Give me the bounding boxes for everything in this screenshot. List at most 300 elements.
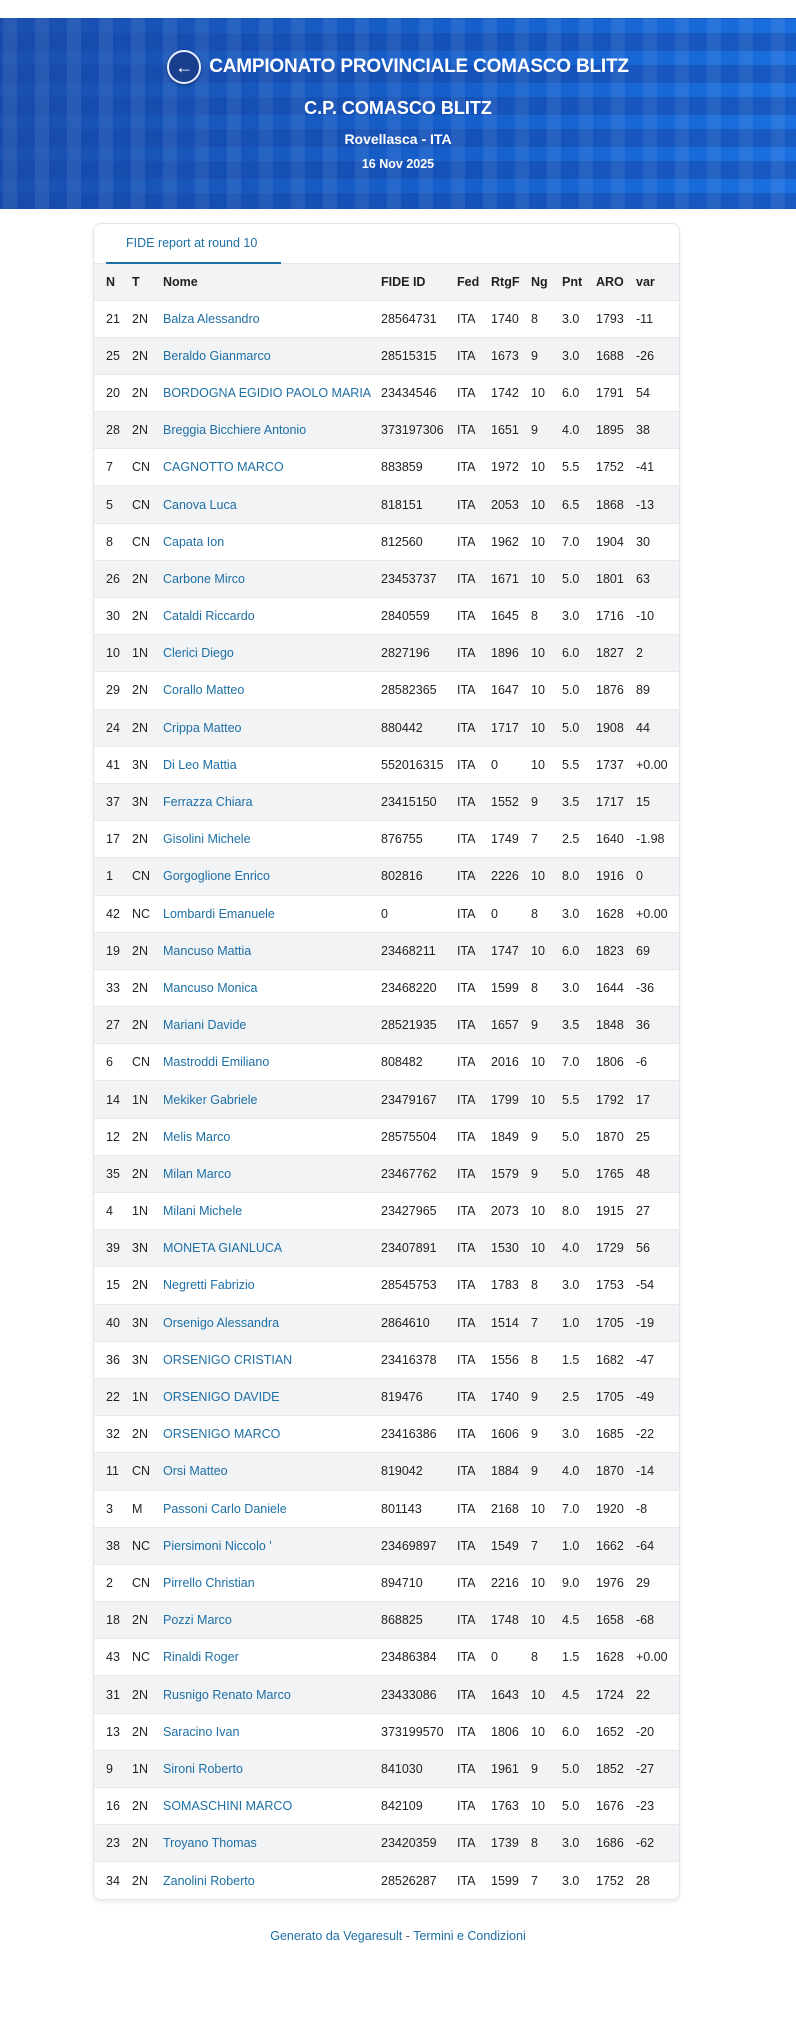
cell-t: 2N: [132, 1602, 163, 1639]
cell-fide-id: 23434546: [381, 374, 457, 411]
player-name-link[interactable]: Di Leo Mattia: [163, 757, 237, 772]
cell-fide-id: 23469897: [381, 1527, 457, 1564]
cell-t: CN: [132, 858, 163, 895]
player-name-link[interactable]: MONETA GIANLUCA: [163, 1241, 283, 1256]
cell-fed: ITA: [457, 1304, 491, 1341]
cell-ng: 10: [531, 1676, 562, 1713]
cell-n: 27: [94, 1007, 132, 1044]
cell-pnt: 4.0: [562, 412, 596, 449]
cell-var: 30: [636, 523, 679, 560]
table-row: [94, 412, 679, 449]
cell-var: 38: [636, 412, 679, 449]
cell-t: 1N: [132, 1378, 163, 1415]
player-name-link[interactable]: CAGNOTTO MARCO: [163, 460, 284, 475]
table-row: [94, 1155, 679, 1192]
table-row: [94, 486, 679, 523]
player-name-link[interactable]: ORSENIGO DAVIDE: [163, 1390, 280, 1405]
cell-aro: 1676: [596, 1788, 636, 1825]
player-name-link[interactable]: Clerici Diego: [163, 646, 234, 661]
cell-rtgf: 1643: [491, 1676, 531, 1713]
table-row: [94, 969, 679, 1006]
cell-var: -20: [636, 1713, 679, 1750]
cell-fide-id: 808482: [381, 1044, 457, 1081]
player-name-link[interactable]: Mekiker Gabriele: [163, 1092, 258, 1107]
cell-fide-id: 23407891: [381, 1230, 457, 1267]
cell-pnt: 3.5: [562, 1007, 596, 1044]
cell-aro: 1870: [596, 1118, 636, 1155]
cell-t: CN: [132, 449, 163, 486]
cell-var: -64: [636, 1527, 679, 1564]
cell-var: +0.00: [636, 1639, 679, 1676]
cell-n: 26: [94, 560, 132, 597]
cell-var: -41: [636, 449, 679, 486]
cell-pnt: 6.0: [562, 932, 596, 969]
cell-fed: ITA: [457, 969, 491, 1006]
cell-name: [163, 1564, 381, 1601]
cell-rtgf: 1849: [491, 1118, 531, 1155]
player-name-link[interactable]: Rinaldi Roger: [163, 1650, 239, 1665]
cell-rtgf: 1657: [491, 1007, 531, 1044]
player-name-link[interactable]: Cataldi Riccardo: [163, 609, 255, 624]
cell-pnt: 4.5: [562, 1676, 596, 1713]
cell-t: NC: [132, 1639, 163, 1676]
cell-rtgf: 1740: [491, 300, 531, 337]
cell-ng: 8: [531, 1267, 562, 1304]
table-row: [94, 1564, 679, 1601]
cell-pnt: 1.5: [562, 1341, 596, 1378]
cell-aro: 1716: [596, 598, 636, 635]
cell-name: [163, 1416, 381, 1453]
player-name-link[interactable]: Zanolini Roberto: [163, 1873, 255, 1888]
player-name-link[interactable]: Mancuso Mattia: [163, 943, 252, 958]
cell-ng: 10: [531, 1788, 562, 1825]
cell-var: 15: [636, 783, 679, 820]
cell-name: [163, 1713, 381, 1750]
cell-ng: 9: [531, 1118, 562, 1155]
player-name-link[interactable]: Capata Ion: [163, 534, 225, 549]
cell-name: [163, 1230, 381, 1267]
cell-var: -47: [636, 1341, 679, 1378]
cell-fed: ITA: [457, 1155, 491, 1192]
column-header-ng: Ng: [531, 264, 562, 300]
terms-link[interactable]: Termini e Condizioni: [413, 1929, 526, 1943]
cell-fide-id: 841030: [381, 1750, 457, 1787]
cell-fed: ITA: [457, 1453, 491, 1490]
cell-fide-id: 28521935: [381, 1007, 457, 1044]
cell-fide-id: 842109: [381, 1788, 457, 1825]
cell-ng: 8: [531, 1639, 562, 1676]
cell-pnt: 8.0: [562, 1193, 596, 1230]
player-name-link[interactable]: Orsi Matteo: [163, 1464, 228, 1479]
cell-rtgf: 1549: [491, 1527, 531, 1564]
cell-var: 69: [636, 932, 679, 969]
cell-n: 3: [94, 1490, 132, 1527]
player-name-link[interactable]: Negretti Fabrizio: [163, 1278, 255, 1293]
cell-fide-id: 552016315: [381, 746, 457, 783]
cell-name: [163, 709, 381, 746]
cell-var: 0: [636, 858, 679, 895]
cell-ng: 10: [531, 449, 562, 486]
player-name-link[interactable]: Gisolini Michele: [163, 832, 251, 847]
cell-fed: ITA: [457, 1564, 491, 1601]
cell-n: 19: [94, 932, 132, 969]
cell-pnt: 3.0: [562, 300, 596, 337]
cell-name: [163, 1007, 381, 1044]
player-name-link[interactable]: Mastroddi Emiliano: [163, 1055, 270, 1070]
cell-ng: 10: [531, 523, 562, 560]
cell-pnt: 3.0: [562, 1825, 596, 1862]
cell-rtgf: 1896: [491, 635, 531, 672]
cell-fide-id: 28575504: [381, 1118, 457, 1155]
cell-pnt: 1.0: [562, 1304, 596, 1341]
cell-fed: ITA: [457, 1825, 491, 1862]
cell-rtgf: 1747: [491, 932, 531, 969]
cell-fed: ITA: [457, 783, 491, 820]
cell-fed: ITA: [457, 412, 491, 449]
cell-rtgf: 2016: [491, 1044, 531, 1081]
cell-n: 29: [94, 672, 132, 709]
cell-aro: 1682: [596, 1341, 636, 1378]
cell-name: [163, 374, 381, 411]
cell-aro: 1806: [596, 1044, 636, 1081]
cell-t: NC: [132, 1527, 163, 1564]
player-name-link[interactable]: Milan Marco: [163, 1166, 232, 1181]
cell-aro: 1752: [596, 1862, 636, 1899]
fide-report-card: [93, 223, 680, 1900]
player-name-link[interactable]: Rusnigo Renato Marco: [163, 1687, 291, 1702]
cell-aro: 1724: [596, 1676, 636, 1713]
cell-var: -22: [636, 1416, 679, 1453]
table-header-row: [94, 264, 679, 300]
cell-fed: ITA: [457, 1193, 491, 1230]
cell-pnt: 6.0: [562, 1713, 596, 1750]
table-row: [94, 709, 679, 746]
cell-fide-id: 28545753: [381, 1267, 457, 1304]
footer-separator: -: [405, 1929, 410, 1943]
cell-ng: 9: [531, 412, 562, 449]
cell-aro: 1848: [596, 1007, 636, 1044]
cell-fide-id: 28564731: [381, 300, 457, 337]
player-name-link[interactable]: Mariani Davide: [163, 1018, 247, 1033]
cell-fed: ITA: [457, 895, 491, 932]
table-row: [94, 598, 679, 635]
cell-n: 17: [94, 821, 132, 858]
cell-fed: ITA: [457, 1044, 491, 1081]
cell-var: 89: [636, 672, 679, 709]
cell-fed: ITA: [457, 1788, 491, 1825]
cell-fed: ITA: [457, 486, 491, 523]
cell-name: [163, 672, 381, 709]
cell-ng: 9: [531, 337, 562, 374]
cell-var: -36: [636, 969, 679, 1006]
cell-pnt: 4.0: [562, 1453, 596, 1490]
cell-t: 3N: [132, 783, 163, 820]
cell-ng: 9: [531, 1750, 562, 1787]
cell-t: 2N: [132, 1007, 163, 1044]
player-name-link[interactable]: Sironi Roberto: [163, 1761, 243, 1776]
table-row: [94, 1676, 679, 1713]
cell-pnt: 5.0: [562, 1118, 596, 1155]
cell-aro: 1908: [596, 709, 636, 746]
cell-pnt: 5.5: [562, 1081, 596, 1118]
cell-fed: ITA: [457, 449, 491, 486]
cell-n: 12: [94, 1118, 132, 1155]
cell-rtgf: 1606: [491, 1416, 531, 1453]
cell-aro: 1876: [596, 672, 636, 709]
cell-var: +0.00: [636, 746, 679, 783]
cell-ng: 10: [531, 709, 562, 746]
player-name-link[interactable]: Milani Michele: [163, 1204, 243, 1219]
cell-aro: 1916: [596, 858, 636, 895]
cell-aro: 1705: [596, 1304, 636, 1341]
cell-var: -13: [636, 486, 679, 523]
cell-name: [163, 1378, 381, 1415]
cell-ng: 7: [531, 1862, 562, 1899]
player-name-link[interactable]: Passoni Carlo Daniele: [163, 1501, 287, 1516]
cell-fide-id: 23453737: [381, 560, 457, 597]
cell-pnt: 7.0: [562, 1044, 596, 1081]
table-row: [94, 672, 679, 709]
cell-rtgf: 1673: [491, 337, 531, 374]
table-row: [94, 1007, 679, 1044]
cell-name: [163, 895, 381, 932]
cell-pnt: 3.5: [562, 783, 596, 820]
cell-fed: ITA: [457, 1713, 491, 1750]
cell-aro: 1658: [596, 1602, 636, 1639]
cell-rtgf: 0: [491, 746, 531, 783]
player-name-link[interactable]: ORSENIGO CRISTIAN: [163, 1352, 293, 1367]
cell-var: -62: [636, 1825, 679, 1862]
cell-ng: 10: [531, 672, 562, 709]
tournament-location: Rovellasca - ITA: [344, 131, 452, 147]
cell-name: [163, 337, 381, 374]
table-row: [94, 858, 679, 895]
player-name-link[interactable]: ORSENIGO MARCO: [163, 1427, 281, 1442]
player-name-link[interactable]: Melis Marco: [163, 1129, 231, 1144]
back-button[interactable]: [167, 50, 201, 84]
cell-rtgf: 0: [491, 1639, 531, 1676]
cell-fed: ITA: [457, 523, 491, 560]
cell-pnt: 3.0: [562, 969, 596, 1006]
cell-fide-id: 801143: [381, 1490, 457, 1527]
cell-n: 35: [94, 1155, 132, 1192]
cell-rtgf: 1742: [491, 374, 531, 411]
cell-rtgf: 1514: [491, 1304, 531, 1341]
cell-fide-id: 28582365: [381, 672, 457, 709]
cell-name: [163, 300, 381, 337]
cell-ng: 10: [531, 1044, 562, 1081]
cell-fide-id: 23468211: [381, 932, 457, 969]
cell-fed: ITA: [457, 1639, 491, 1676]
cell-aro: 1827: [596, 635, 636, 672]
cell-n: 18: [94, 1602, 132, 1639]
cell-aro: 1895: [596, 412, 636, 449]
column-header-rtgf: RtgF: [491, 264, 531, 300]
cell-n: 8: [94, 523, 132, 560]
cell-name: [163, 1750, 381, 1787]
cell-t: 2N: [132, 1118, 163, 1155]
cell-name: [163, 858, 381, 895]
cell-name: [163, 1676, 381, 1713]
column-header-pnt: Pnt: [562, 264, 596, 300]
cell-fed: ITA: [457, 1527, 491, 1564]
cell-fide-id: 2827196: [381, 635, 457, 672]
player-name-link[interactable]: Ferrazza Chiara: [163, 795, 253, 810]
cell-n: 42: [94, 895, 132, 932]
cell-pnt: 6.0: [562, 635, 596, 672]
cell-n: 39: [94, 1230, 132, 1267]
cell-pnt: 9.0: [562, 1564, 596, 1601]
cell-rtgf: 1647: [491, 672, 531, 709]
cell-n: 13: [94, 1713, 132, 1750]
cell-fed: ITA: [457, 337, 491, 374]
cell-fide-id: 23427965: [381, 1193, 457, 1230]
cell-ng: 10: [531, 932, 562, 969]
cell-t: CN: [132, 523, 163, 560]
cell-ng: 10: [531, 1490, 562, 1527]
cell-fide-id: 23416378: [381, 1341, 457, 1378]
cell-var: -49: [636, 1378, 679, 1415]
cell-var: +0.00: [636, 895, 679, 932]
cell-fide-id: 819042: [381, 1453, 457, 1490]
cell-t: 2N: [132, 1788, 163, 1825]
cell-name: [163, 412, 381, 449]
player-name-link[interactable]: Lombardi Emanuele: [163, 906, 275, 921]
cell-n: 10: [94, 635, 132, 672]
cell-n: 24: [94, 709, 132, 746]
cell-aro: 1729: [596, 1230, 636, 1267]
cell-pnt: 5.0: [562, 1155, 596, 1192]
table-row: [94, 1267, 679, 1304]
player-name-link[interactable]: Orsenigo Alessandra: [163, 1315, 280, 1330]
cell-name: [163, 449, 381, 486]
table-row: [94, 1044, 679, 1081]
table-row: [94, 1639, 679, 1676]
player-name-link[interactable]: Piersimoni Niccolo ': [163, 1538, 272, 1553]
cell-ng: 10: [531, 486, 562, 523]
cell-fide-id: 23468220: [381, 969, 457, 1006]
player-name-link[interactable]: Crippa Matteo: [163, 720, 242, 735]
cell-t: 2N: [132, 969, 163, 1006]
cell-fed: ITA: [457, 1378, 491, 1415]
tab-fide-report[interactable]: FIDE report at round 10: [106, 224, 281, 264]
cell-pnt: 7.0: [562, 1490, 596, 1527]
player-name-link[interactable]: Canova Luca: [163, 497, 237, 512]
cell-rtgf: 1749: [491, 821, 531, 858]
player-name-link[interactable]: Pirrello Christian: [163, 1575, 255, 1590]
cell-pnt: 8.0: [562, 858, 596, 895]
cell-rtgf: 1599: [491, 1862, 531, 1899]
cell-t: CN: [132, 1564, 163, 1601]
player-name-link[interactable]: BORDOGNA EGIDIO PAOLO MARIA: [163, 385, 372, 400]
table-body: [94, 300, 679, 1899]
cell-name: [163, 1490, 381, 1527]
cell-ng: 8: [531, 300, 562, 337]
cell-fide-id: 802816: [381, 858, 457, 895]
table-row: [94, 1713, 679, 1750]
cell-aro: 1717: [596, 783, 636, 820]
player-name-link[interactable]: Saracino Ivan: [163, 1724, 240, 1739]
player-name-link[interactable]: Corallo Matteo: [163, 683, 245, 698]
cell-n: 20: [94, 374, 132, 411]
cell-fide-id: 28526287: [381, 1862, 457, 1899]
cell-aro: 1644: [596, 969, 636, 1006]
cell-rtgf: 2168: [491, 1490, 531, 1527]
player-name-link[interactable]: Troyano Thomas: [163, 1836, 257, 1851]
cell-t: 2N: [132, 672, 163, 709]
player-name-link[interactable]: SOMASCHINI MARCO: [163, 1799, 293, 1814]
cell-fed: ITA: [457, 560, 491, 597]
cell-name: [163, 1825, 381, 1862]
cell-name: [163, 1304, 381, 1341]
player-name-link[interactable]: Gorgoglione Enrico: [163, 869, 271, 884]
cell-rtgf: 1783: [491, 1267, 531, 1304]
table-row: [94, 337, 679, 374]
cell-t: 3N: [132, 1341, 163, 1378]
column-header-fide-id: FIDE ID: [381, 264, 457, 300]
cell-fed: ITA: [457, 374, 491, 411]
cell-rtgf: 1717: [491, 709, 531, 746]
cell-rtgf: 2053: [491, 486, 531, 523]
cell-t: 1N: [132, 1750, 163, 1787]
vegaresult-link[interactable]: Generato da Vegaresult: [270, 1929, 403, 1943]
cell-var: -54: [636, 1267, 679, 1304]
player-name-link[interactable]: Beraldo Gianmarco: [163, 348, 271, 363]
cell-pnt: 1.5: [562, 1639, 596, 1676]
cell-n: 4: [94, 1193, 132, 1230]
cell-var: -26: [636, 337, 679, 374]
cell-aro: 1640: [596, 821, 636, 858]
table-row: [94, 1230, 679, 1267]
cell-fide-id: 2840559: [381, 598, 457, 635]
player-name-link[interactable]: Balza Alessandro: [163, 311, 260, 326]
cell-n: 23: [94, 1825, 132, 1862]
cell-n: 43: [94, 1639, 132, 1676]
cell-fed: ITA: [457, 1081, 491, 1118]
cell-fide-id: 23486384: [381, 1639, 457, 1676]
cell-name: [163, 932, 381, 969]
cell-fed: ITA: [457, 1267, 491, 1304]
cell-var: -68: [636, 1602, 679, 1639]
cell-var: 29: [636, 1564, 679, 1601]
cell-t: 2N: [132, 1713, 163, 1750]
cell-t: 3N: [132, 1304, 163, 1341]
cell-n: 7: [94, 449, 132, 486]
player-name-link[interactable]: Pozzi Marco: [163, 1613, 232, 1628]
cell-fide-id: 23433086: [381, 1676, 457, 1713]
cell-fed: ITA: [457, 1602, 491, 1639]
cell-rtgf: 1671: [491, 560, 531, 597]
cell-fed: ITA: [457, 1750, 491, 1787]
player-name-link[interactable]: Mancuso Monica: [163, 980, 258, 995]
cell-ng: 9: [531, 1416, 562, 1453]
cell-ng: 9: [531, 1155, 562, 1192]
cell-ng: 8: [531, 895, 562, 932]
cell-fide-id: 23479167: [381, 1081, 457, 1118]
cell-rtgf: 1962: [491, 523, 531, 560]
cell-rtgf: 1961: [491, 1750, 531, 1787]
arrow-left-icon: ←: [175, 56, 194, 77]
cell-name: [163, 783, 381, 820]
cell-t: CN: [132, 1044, 163, 1081]
cell-t: 2N: [132, 1416, 163, 1453]
player-name-link[interactable]: Carbone Mirco: [163, 571, 245, 586]
cell-fed: ITA: [457, 635, 491, 672]
cell-ng: 10: [531, 1081, 562, 1118]
cell-name: [163, 486, 381, 523]
cell-t: 1N: [132, 635, 163, 672]
player-name-link[interactable]: Breggia Bicchiere Antonio: [163, 423, 307, 438]
